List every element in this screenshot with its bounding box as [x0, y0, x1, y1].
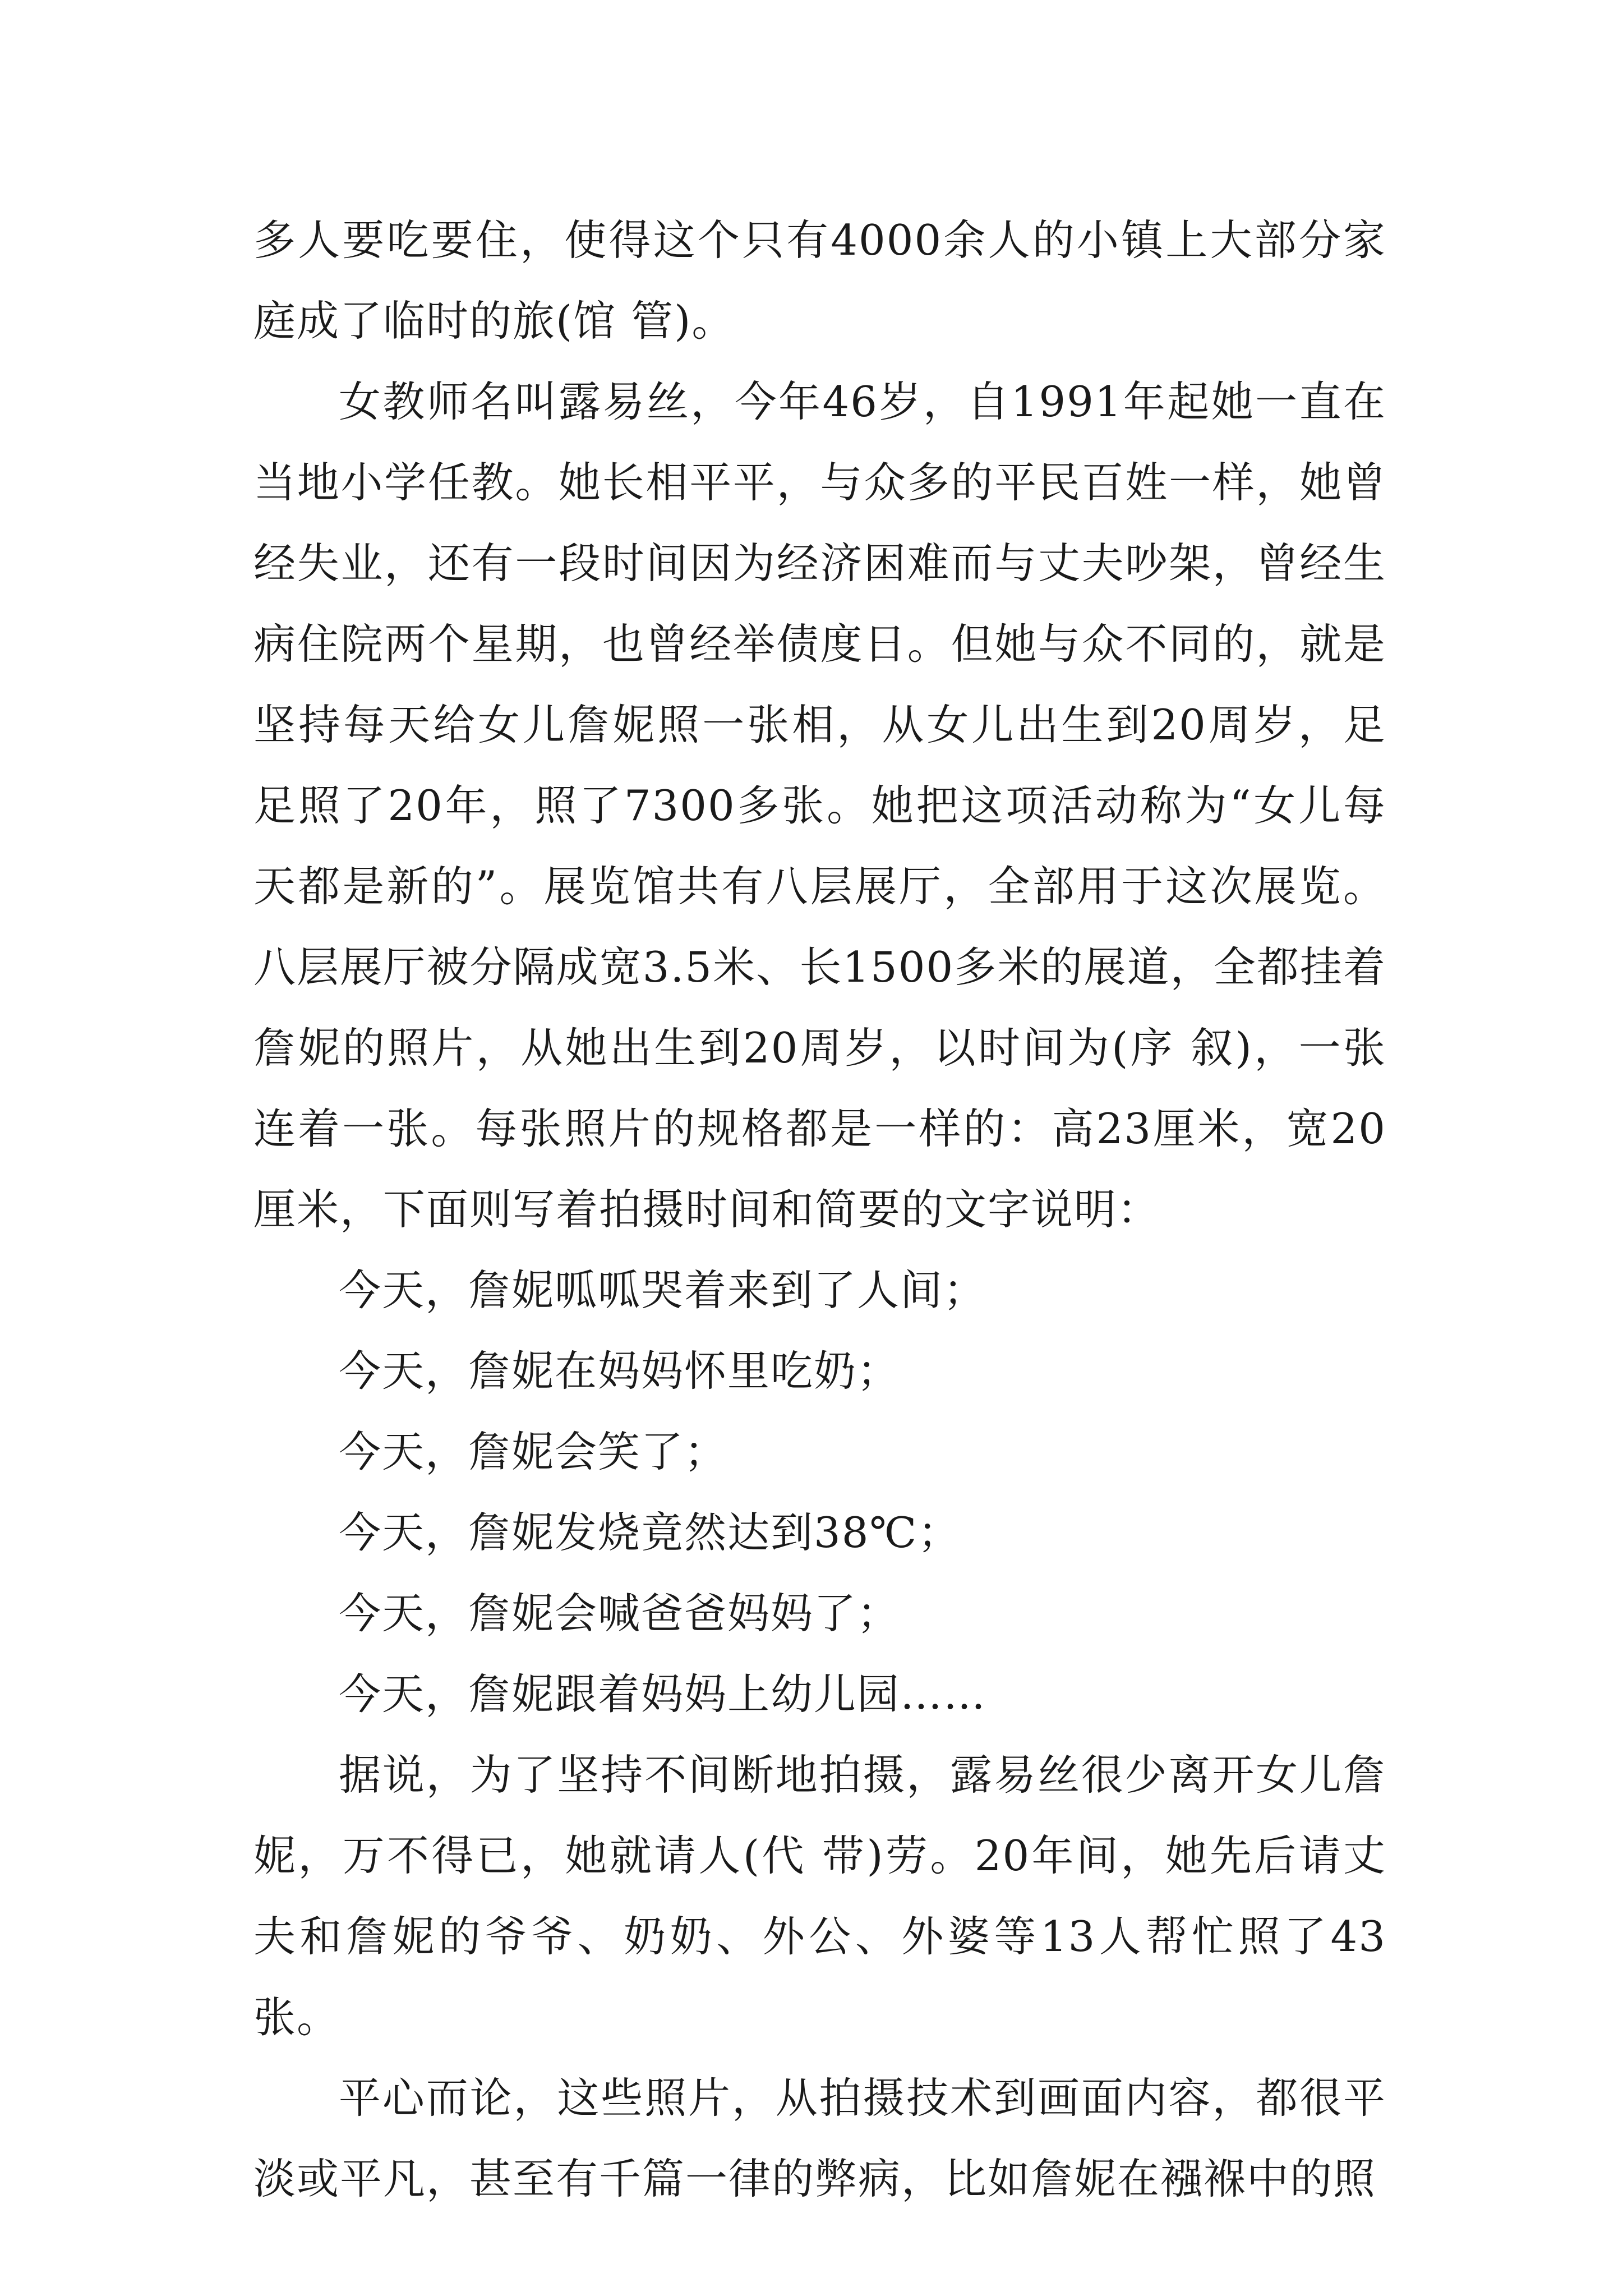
caption-line: 今天，詹妮呱呱哭着来到了人间； — [339, 1266, 987, 1315]
caption-line: 今天，詹妮跟着妈妈上幼儿园…… — [339, 1669, 987, 1719]
paragraph: 多人要吃要住，使得这个只有4000余人的小镇上大部分家庭成了临时的旅(馆 管)。 — [253, 215, 1386, 346]
body-text — [253, 200, 1386, 2219]
caption-line: 今天，詹妮发烧竟然达到38℃； — [339, 1508, 961, 1557]
paragraph: 女教师名叫露易丝，今年46岁，自1991年起她一直在当地小学任教。她长相平平，与众多的平民百姓一样，她曾经失业，还有一段时间因为经济困难而与丈夫吵架，曾经生病住院两个星期，也曾经举债度日。但她与众不同的，就是坚持每天给女儿詹妮照一张相，从女儿出生到20周岁，足足照了20年，照了7300多张。她把这项活动称为“女儿每天都是新的”。展览馆共有八层展厅，全部用于这次展览。八层展厅被分隔成宽3.5米、长1500多米的展道，全都挂着詹妮的照片，从她出生到20周岁，以时间为(序 叙)，一张连着一张。每张照片的规格都是一样的：高23厘米，宽20厘米，下面则写着拍摄时间和简要的文字说明： — [253, 377, 1386, 1234]
paragraph: 平心而论，这些照片，从拍摄技术到画面内容，都很平淡或平凡，甚至有千篇一律的弊病，比如詹妮在襁褓中的照 — [253, 2073, 1386, 2203]
paragraph: 据说，为了坚持不间断地拍摄，露易丝很少离开女儿詹妮，万不得已，她就请人(代 带)劳。20年间，她先后请丈夫和詹妮的爷爷、奶奶、外公、外婆等13人帮忙照了43张。 — [253, 1750, 1386, 2042]
caption-line: 今天，詹妮在妈妈怀里吃奶； — [339, 1346, 901, 1396]
caption-line: 今天，詹妮会喊爸爸妈妈了； — [339, 1589, 901, 1638]
caption-line: 今天，詹妮会笑了； — [339, 1427, 728, 1476]
